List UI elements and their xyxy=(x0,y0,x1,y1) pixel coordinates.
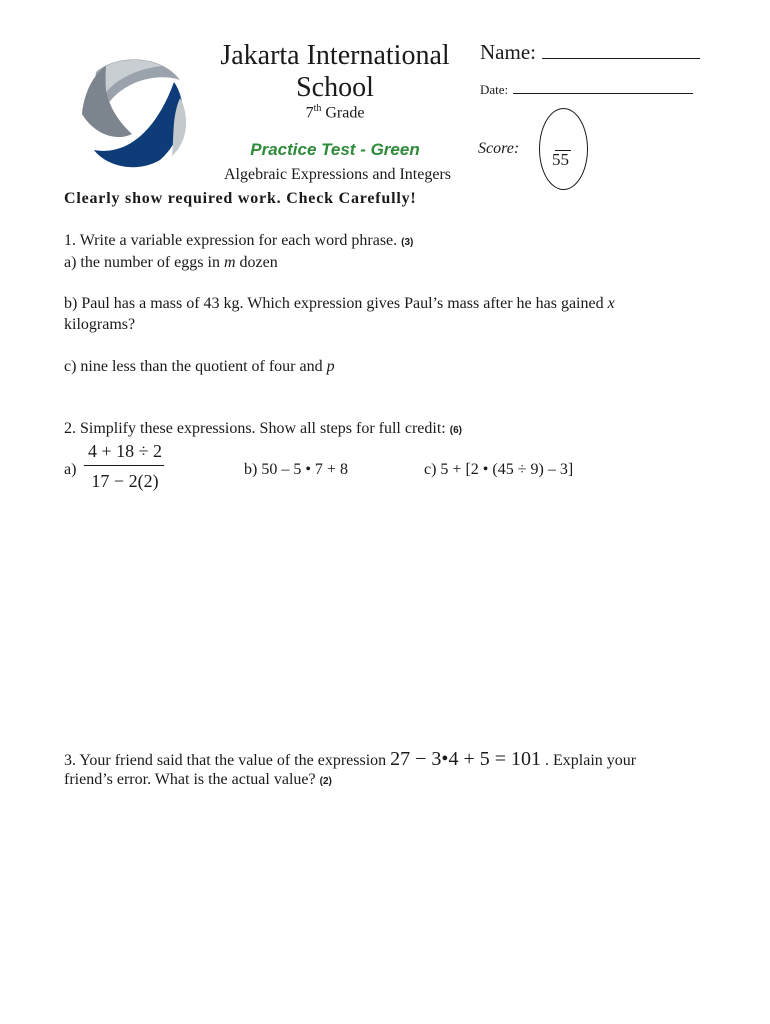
q3-expression: 27 − 3•4 + 5 = 101 xyxy=(390,748,541,770)
q1-part-a: a) the number of eggs in m dozen xyxy=(64,254,278,271)
q1-part-c: c) nine less than the quotient of four and p xyxy=(64,358,335,375)
instructions: Clearly show required work. Check Carefully! xyxy=(64,190,417,207)
score-label: Score: xyxy=(478,140,520,157)
school-logo-icon xyxy=(76,52,190,172)
q1-part-b: b) Paul has a mass of 43 kg. Which expression gives Paul’s mass after he has gained x xyxy=(64,295,615,312)
q1-prompt: 1. Write a variable expression for each word phrase. (3) xyxy=(64,232,414,249)
q2-prompt: 2. Simplify these expressions. Show all steps for full credit: (6) xyxy=(64,420,462,437)
q2-part-a-label: a) xyxy=(64,461,77,478)
q2-fraction-bar xyxy=(84,465,164,466)
school-name: Jakarta International School xyxy=(220,40,450,103)
q3-points: (2) xyxy=(319,776,332,787)
q3-prompt: 3. Your friend said that the value of the expression 27 − 3•4 + 5 = 101 . Explain your xyxy=(64,748,637,770)
q2-part-b: b) 50 – 5 • 7 + 8 xyxy=(244,461,348,478)
q1-points: (3) xyxy=(401,237,414,248)
q2-part-c: c) 5 + [2 • (45 ÷ 9) – 3] xyxy=(424,461,574,478)
q1-part-b-line2: kilograms? xyxy=(64,316,136,333)
date-blank[interactable] xyxy=(513,83,693,94)
name-blank[interactable] xyxy=(542,40,700,59)
name-field: Name: xyxy=(480,40,700,65)
q2-fraction-numerator: 4 + 18 ÷ 2 xyxy=(87,441,163,461)
score-oval xyxy=(539,108,588,190)
score-total: 55 xyxy=(552,150,569,169)
q2-fraction-denominator: 17 − 2(2) xyxy=(91,471,159,491)
q2-points: (6) xyxy=(449,425,462,436)
test-subject: Algebraic Expressions and Integers xyxy=(223,166,452,183)
grade-level: 7th Grade xyxy=(305,103,365,122)
date-field: Date: xyxy=(480,82,693,98)
q3-prompt-line2: friend’s error. What is the actual value? (2) xyxy=(64,771,332,788)
test-title: Practice Test - Green xyxy=(250,140,420,159)
